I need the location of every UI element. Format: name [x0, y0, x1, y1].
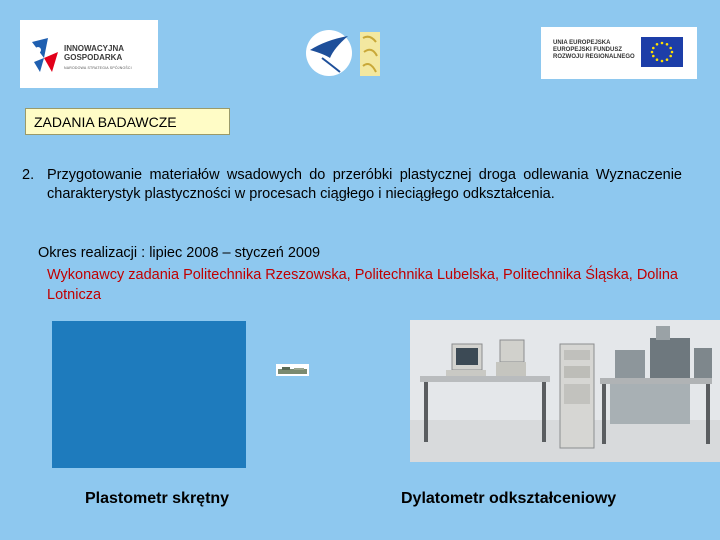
thumbnail-image — [276, 364, 309, 376]
dilatometer-photo — [410, 320, 720, 462]
ig-logo-text: INNOWACYJNA GOSPODARKA — [64, 44, 125, 62]
section-title: ZADANIA BADAWCZE — [25, 108, 230, 135]
eu-logo-text: UNIA EUROPEJSKA EUROPEJSKI FUNDUSZ ROZWOJU REGIONALNEGO — [553, 40, 635, 60]
innowacyjna-gospodarka-logo — [20, 20, 158, 88]
task-text: Przygotowanie materiałów wsadowych do przeróbki plastycznej droga odlewania Wyznaczenie charakterystyk plastyczności w procesach ciągłego i nieciągłego odkształcenia. — [47, 167, 682, 202]
ig-logo-subtext: NARODOWA STRATEGIA SPÓJNOŚCI — [64, 66, 132, 70]
realization-period: Okres realizacji : lipiec 2008 – styczeń 2009 — [38, 245, 321, 261]
plastometer-photo — [52, 321, 246, 468]
eu-flag-icon — [641, 37, 683, 67]
task-number: 2. — [22, 167, 35, 183]
ig-logo-icon — [30, 38, 60, 74]
task-item — [22, 166, 682, 204]
dilatometer-caption: Dylatometr odkształceniowy — [401, 490, 617, 507]
executors-text: Wykonawcy zadania Politechnika Rzeszowska, Politechnika Lubelska, Politechnika Śląska, Dolina Lotnicza — [47, 267, 678, 303]
dolina-logo-icon — [360, 32, 380, 76]
center-logos — [304, 28, 382, 78]
plastometer-caption: Plastometr skrętny — [85, 490, 230, 507]
eu-logo — [541, 27, 697, 79]
bird-logo-icon — [304, 28, 354, 78]
